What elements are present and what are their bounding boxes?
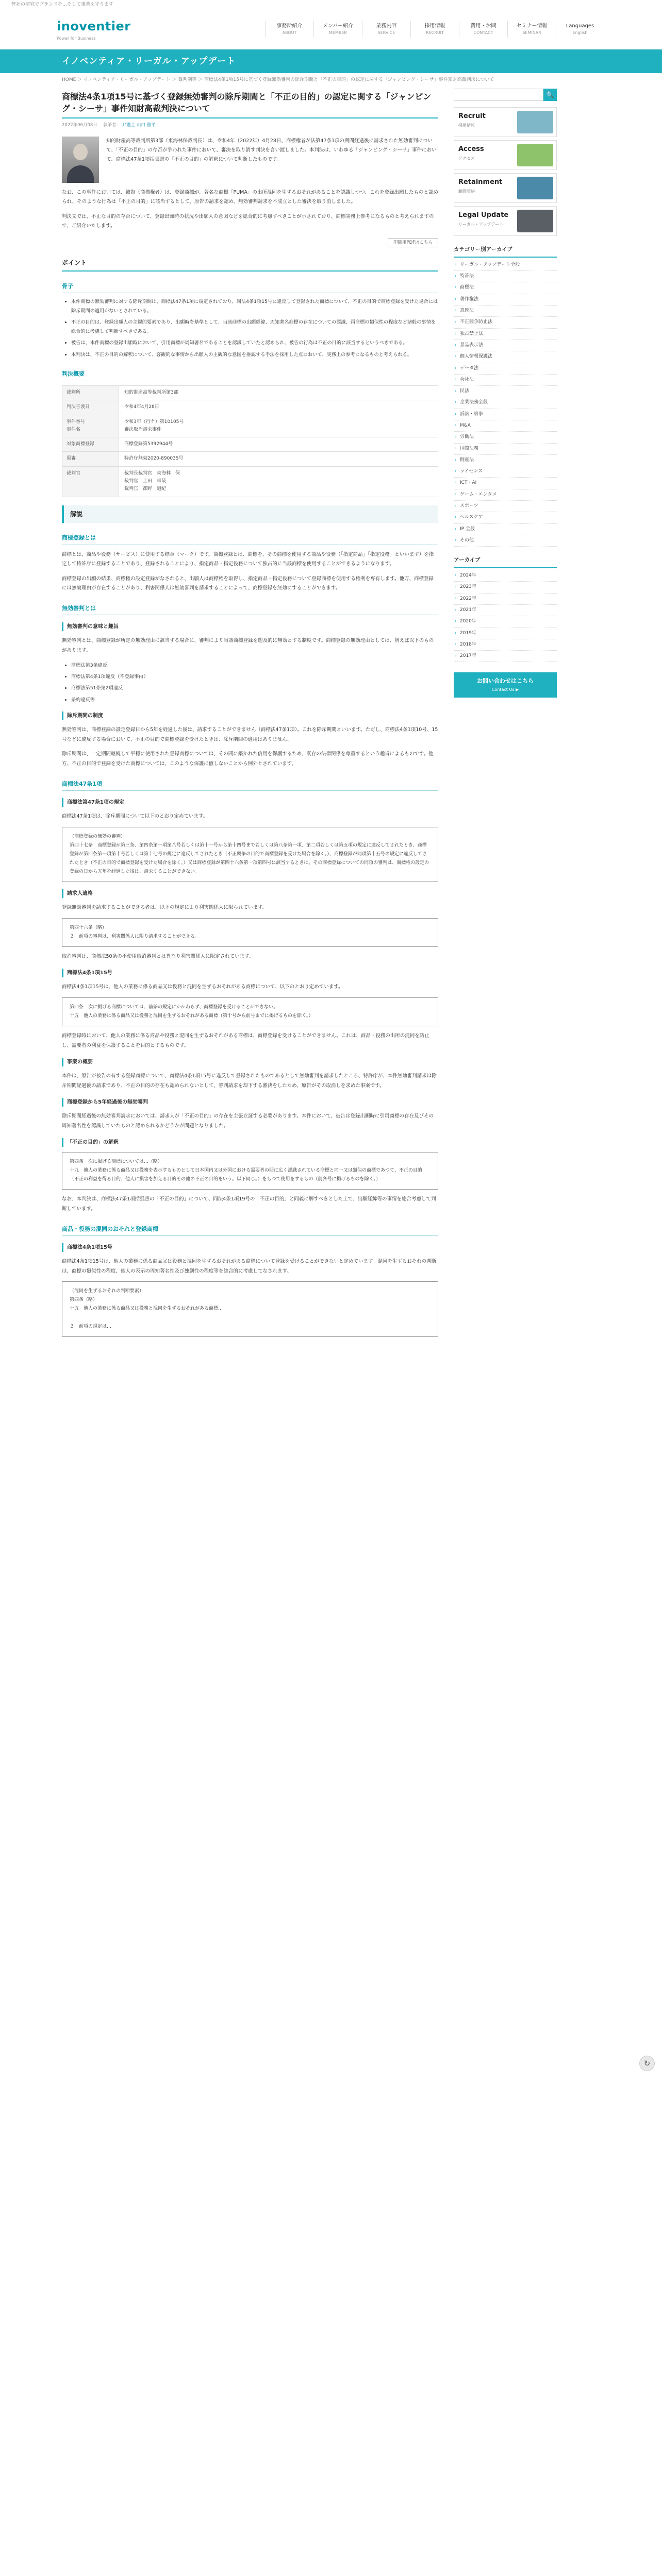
sidebar <box>454 89 557 1342</box>
table-cell: 知的財産高等裁判所第3部 <box>119 385 438 400</box>
author-photo <box>62 137 99 183</box>
table-row <box>62 466 438 497</box>
table-header-cell: 対象商標登録 <box>62 437 119 452</box>
banner-subtitle: リーガル・アップデート <box>458 222 504 227</box>
body-paragraph: 無効審判とは、商標登録が所定の無効理由に該当する場合に、審判により当該商標登録を遡及的に無効とする制度です。商標登録の無効理由としては、例えば以下のものがあります。 <box>62 638 434 653</box>
banner-subtitle: 採用情報 <box>458 123 475 128</box>
global-nav <box>159 21 604 38</box>
article-intro: 知的財産高等裁判所第3部（東海林保裁判長）は、令和4年（2022年）4月28日、商標権者が法第47条1項の期間経過後に請求された無効審判について、「不正の目的」の存否が争われた事件において、審決を取り消す判決を言い渡しました。本判決は、いわゆる「ジャンピング・シーサ」事件において、商標法47条1項括弧書の「不正の目的」の解釈について判断したものです。 <box>106 138 437 162</box>
category-link[interactable]: › 著作権法 <box>454 294 557 306</box>
body-paragraph: 本件は、原告が被告の有する登録商標について、商標法4条1項15号に違反して登録されたものであるとして無効審判を請求したところ、特許庁が、本件無効審判請求は除斥期間経過後の請求であり、不正の目的の存在も認められないとして、審判請求を却下する審決をしたため、原告がその取消しを求めた事案です。 <box>62 1073 437 1089</box>
body-paragraph: 除斥期間経過後の無効審判請求においては、請求人が「不正の目的」の存在を主張立証する必要があります。本件において、被告は登録出願時に引用商標の存在及びその周知著名性を認識していたものと認められるかどうかが問題となりました。 <box>62 1113 434 1129</box>
case-table <box>62 385 438 497</box>
archive-link[interactable]: › 2020年 <box>454 616 557 628</box>
points-subheading: 骨子 <box>62 281 438 294</box>
category-heading: カテゴリー別アーカイブ <box>454 243 557 258</box>
top-tagline: 弊社の研究でブランドを…そして事業を守ります <box>11 2 114 7</box>
table-row <box>62 452 438 466</box>
nav-item[interactable] <box>313 21 362 38</box>
nav-item-label: セミナー情報 <box>516 23 548 29</box>
list-item: • 商標法第51条第2項違反 <box>71 684 438 692</box>
table-row <box>62 400 438 415</box>
archive-link[interactable]: › 2017年 <box>454 651 557 662</box>
category-link[interactable]: › IP 全般 <box>454 524 557 535</box>
archive-link[interactable]: › 2023年 <box>454 582 557 593</box>
category-link[interactable]: › ヘルスケア <box>454 512 557 523</box>
nav-item-sub: RECRUIT <box>426 30 444 35</box>
nav-item-label: 事務所紹介 <box>276 23 303 29</box>
nav-item[interactable] <box>362 21 410 38</box>
logo-sub: Power for Business <box>57 36 96 41</box>
search-input[interactable] <box>454 89 543 101</box>
body-paragraph: 商標法4条1項15号は、他人の業務に係る商品又は役務と混同を生ずるおそれがある商標について登録を受けることができないと定めています。混同を生ずるおそれの判断は、商標の類似性の程度、他人の表示の周知著名性及び独創性の程度等を総合的に考慮してなされます。 <box>62 1259 437 1274</box>
body-paragraph: 商標登録の出願の結果、商標権の設定登録がなされると、出願人は商標権を取得し、指定商品・指定役務について登録商標を使用する権利を専有します。他方、商標登録には無効理由が存在することがあり、利害関係人は無効審判を請求することによって、商標登録を無効にすることができます。 <box>62 575 434 591</box>
pdf-button[interactable]: 印刷用PDFはこちら <box>388 238 438 247</box>
nav-item[interactable] <box>265 21 313 38</box>
breadcrumb[interactable]: HOME ＞ イノベンティア・リーガル・アップデート ＞ 裁判例等 ＞ 商標法4条1項15号に基づく登録無効審判の除斥期間と「不正の目的」の認定に関する「ジャンピング・シーサ」事件知財高裁判決について <box>62 77 494 82</box>
category-link[interactable]: › 独占禁止法 <box>454 329 557 340</box>
nav-item-label: 費用・お問 <box>470 23 496 29</box>
minor-heading: 商標法4条1項15号 <box>62 1243 438 1252</box>
table-cell: 令和4年4月28日 <box>119 400 438 415</box>
banner-subtitle: 顧問契約 <box>458 189 475 194</box>
table-row <box>62 385 438 400</box>
archive-link[interactable]: › 2019年 <box>454 628 557 639</box>
category-link[interactable]: › 訴訟・紛争 <box>454 409 557 420</box>
category-link[interactable]: › ゲーム・エンタメ <box>454 489 557 501</box>
points-item: • 被告は、本件商標の登録出願時において、引用商標が周知著名であることを認識していたと認められ、被告の行為は不正の目的に該当するというべきである。 <box>71 338 438 347</box>
statute-box: 第四条 次に掲げる商標については、前条の規定にかかわらず、商標登録を受けることができない。 十五 他人の業務に係る商品又は役務と混同を生ずるおそれがある商標（第十号から前号までに掲げるものを除く。） <box>62 997 438 1026</box>
site-header <box>0 9 662 49</box>
minor-heading: 事案の概要 <box>62 1058 438 1066</box>
main-content <box>62 87 438 1342</box>
article-meta <box>62 118 438 132</box>
nav-item-sub: SEMINAR <box>522 30 541 35</box>
category-link[interactable]: › 商標法 <box>454 282 557 294</box>
ground-list <box>62 661 438 705</box>
nav-item-sub: SERVICE <box>377 30 395 35</box>
body-paragraph: 登録無効審判を請求することができる者は、以下の規定により利害関係人に限られています。 <box>62 905 268 911</box>
category-link[interactable]: › 企業法務全般 <box>454 397 557 409</box>
recaptcha-icon[interactable]: ↻ <box>639 2056 655 2071</box>
category-link[interactable]: › 国際法務 <box>454 444 557 455</box>
category-link[interactable]: › スポーツ <box>454 501 557 512</box>
table-row <box>62 415 438 437</box>
minor-heading: 商標登録から5年経過後の無効審判 <box>62 1098 438 1107</box>
body-paragraph: 無効審判は、商標登録の設定登録日から5年を経過した後は、請求することができません（商標法47条1項）。これを除斥期間といいます。ただし、商標法4条1項10号、15号などに違反する場合において、不正の目的で商標登録を受けたときは、除斥期間の適用はありません。 <box>62 727 438 742</box>
category-link[interactable]: › 個人情報保護法 <box>454 351 557 363</box>
statute-box: （混同を生ずるおそれの判断要素） 第四条（略） 十五 他人の業務に係る商品又は役務と混同を生ずるおそれがある商標… ２ 前項の規定は… <box>62 1281 438 1336</box>
points-item: • 不正の目的は、登録出願人の主観的要素であり、出願時を基準として、当該商標の出願経緯、周知著名商標の存在についての認識、両商標の類似性の程度など諸般の事情を総合的に考慮して判断すべきである。 <box>71 318 438 336</box>
category-link[interactable]: › データ法 <box>454 363 557 375</box>
contact-title: お問い合わせはこちら <box>477 677 534 685</box>
minor-heading: 無効審判の意味と趣旨 <box>62 622 438 631</box>
subsection-heading: 無効審判とは <box>62 603 438 616</box>
table-cell: 特許庁無効2020-890035号 <box>119 452 438 466</box>
article-title: 商標法4条1項15号に基づく登録無効審判の除斥期間と「不正の目的」の認定に関する「ジャンピング・シーサ」事件知財高裁判決について <box>62 87 438 118</box>
table-row <box>62 437 438 452</box>
category-link[interactable]: › 民法 <box>454 386 557 397</box>
category-link[interactable]: › 特許法 <box>454 271 557 282</box>
minor-heading: 請求人適格 <box>62 889 438 898</box>
category-link[interactable]: › 不正競争防止法 <box>454 317 557 328</box>
table-cell: 裁判長裁判官 東海林 保 裁判官 上田 卓哉 裁判官 都野 道紀 <box>119 466 438 497</box>
category-link[interactable]: › 意匠法 <box>454 306 557 317</box>
nav-item-label: Languages <box>566 23 594 29</box>
banner-title: Recruit <box>458 112 486 120</box>
nav-item-sub: English <box>572 30 588 35</box>
section-title: イノベンティア・リーガル・アップデート <box>0 49 662 73</box>
body-paragraph: なお、本判決は、商標法47条1項括弧書の「不正の目的」について、同法4条1項19号の「不正の目的」と同義に解すべきとした上で、出願経緯等の事情を総合考慮して判断しています。 <box>62 1196 436 1212</box>
archive-list <box>454 570 557 662</box>
category-link[interactable]: › リーガル・アップデート全般 <box>454 260 557 271</box>
statute-box: 第四十六条（略） ２ 前項の審判は、利害関係人に限り請求することができる。 <box>62 918 438 947</box>
subsection-heading: 商標登録とは <box>62 532 438 545</box>
banner-image <box>517 210 553 232</box>
banner-subtitle: アクセス <box>458 156 475 161</box>
body-paragraph: 除斥期間は、一定期間継続して平穏に使用された登録商標については、その間に築かれた信用を保護するため、既存の法律関係を尊重するという趣旨によるものです。他方、不正の目的で登録を受けた商標については、このような保護に値しないことから例外とされています。 <box>62 751 434 767</box>
body-paragraph: 商標登録時において、他人の業務に係る商品や役務と混同を生ずるおそれがある商標は、商標登録を受けることができません。これは、商品・役務の出所の混同を防止し、需要者の利益を保護することを目的とするものです。 <box>62 1033 429 1048</box>
statute-box: 第四条 次に掲げる商標については…（略） 十九 他人の業務に係る商品又は役務を表示するものとして日本国内又は外国における需要者の間に広く認識されている商標と同一又は類似の商標であつて、不正の目的（不正の利益を得る目的、他人に損害を加える目的その他の不正の目的をいう。以下同じ。）をもつて使用をするもの（前各号に掲げるものを除く。） <box>62 1152 438 1190</box>
minor-heading: 商標法第47条1項の規定 <box>62 798 438 807</box>
points-heading: ポイント <box>62 256 438 271</box>
category-link[interactable]: › 景品表示法 <box>454 340 557 351</box>
nav-item-label: 採用情報 <box>424 23 445 29</box>
banner-title: Access <box>458 145 484 153</box>
explanation-heading: 解説 <box>62 505 438 523</box>
banner-image <box>517 177 553 199</box>
article-paragraph: なお、この事件においては、被告（商標権者）は、登録商標が、著名な商標「PUMA」の出所混同を生ずるおそれがあることを認識しつつ、これを登録出願したものと認められ、そのような行為は「不正の目的」に該当するとして、原告の請求を認め、無効審判請求を不成立とした審決を取り消しました。 <box>62 189 438 205</box>
table-cell: 令和3年（行ケ）第10105号 審決取消請求事件 <box>119 415 438 437</box>
category-link[interactable]: › 倒産法 <box>454 455 557 466</box>
contact-sub: Contact Us ▶ <box>491 687 519 692</box>
table-header-cell: 原審 <box>62 452 119 466</box>
archive-link[interactable]: › 2024年 <box>454 570 557 582</box>
points-list <box>62 297 438 359</box>
side-banner[interactable] <box>454 173 557 203</box>
category-link[interactable]: › ICT・AI <box>454 478 557 489</box>
side-banner[interactable] <box>454 206 557 236</box>
list-item: • 商標法第3条違反 <box>71 661 438 670</box>
nav-item-sub: CONTACT <box>473 30 493 35</box>
banner-image <box>517 144 553 166</box>
table-header-cell: 事件番号 事件名 <box>62 415 119 437</box>
category-link[interactable]: › 会社法 <box>454 375 557 386</box>
archive-link[interactable]: › 2021年 <box>454 605 557 616</box>
category-link[interactable]: › 労働法 <box>454 432 557 443</box>
points-item: • 本件商標の無効審判に対する除斥期間は、商標法47条1項に規定されており、同法4条1項15号に違反して登録された商標について、不正の目的で商標登録を受けた場合には除斥期間の適用がないとされている。 <box>71 297 438 315</box>
nav-item[interactable] <box>507 21 556 38</box>
category-link[interactable]: › M&A <box>454 420 557 432</box>
nav-item[interactable] <box>556 21 604 38</box>
subsection-heading: 商品・役務の混同のおそれと登録商標 <box>62 1224 438 1236</box>
table-header-cell: 判決言渡日 <box>62 400 119 415</box>
nav-item[interactable] <box>410 21 459 38</box>
site-logo[interactable] <box>57 16 131 42</box>
side-banner[interactable] <box>454 107 557 137</box>
table-header-cell: 裁判官 <box>62 466 119 497</box>
banner-title: Retainment <box>458 178 503 186</box>
side-banner[interactable] <box>454 140 557 170</box>
logo-text: inoventier <box>57 19 131 34</box>
body-paragraph: 商標法4条1項15号は、他人の業務に係る商品又は役務と混同を生ずるおそれがある商標について、以下のとおり定めています。 <box>62 984 343 990</box>
category-list <box>454 260 557 547</box>
category-link[interactable]: › ライセンス <box>454 466 557 478</box>
contact-button[interactable] <box>454 672 557 697</box>
points-item: • 本判決は、不正の目的の解釈について、客観的な事情から出願人の主観的な意図を推認する手法を採用した点において、実務上の参考になるものと考えられる。 <box>71 350 438 359</box>
archive-heading: アーカイブ <box>454 554 557 568</box>
case-heading: 判決概要 <box>62 368 438 381</box>
article-date: 2022年06月08日 <box>62 123 97 128</box>
banner-title: Legal Update <box>458 211 509 219</box>
article-author-link[interactable]: 弁護士 山口 徹平 <box>122 123 156 128</box>
subsection-heading: 商標法47条1項 <box>62 778 438 791</box>
minor-heading: 商標法4条1項15号 <box>62 969 438 977</box>
category-link[interactable]: › その他 <box>454 535 557 547</box>
nav-item-sub: ABOUT <box>282 30 297 35</box>
search-icon[interactable]: 🔍 <box>543 89 557 101</box>
search-box <box>454 89 557 101</box>
archive-link[interactable]: › 2022年 <box>454 594 557 605</box>
body-paragraph: 商標とは、商品や役務（サービス）に使用する標章（マーク）です。商標登録とは、商標を、その商標を使用する商品や役務（「指定商品」「指定役務」といいます）を指定して特許庁に登録することであり、登録されることにより、指定商品・指定役務について独占的に当該商標を使用することができるようになります。 <box>62 551 434 567</box>
table-cell: 商標登録第5392944号 <box>119 437 438 452</box>
article-author-label: 執筆者： <box>103 123 121 128</box>
list-item: • 商標法第4条1項違反（不登録事由） <box>71 672 438 681</box>
banner-image <box>517 111 553 133</box>
nav-item-label: メンバー紹介 <box>322 23 354 29</box>
minor-heading: 「不正の目的」の解釈 <box>62 1138 438 1147</box>
minor-heading: 除斥期間の制度 <box>62 711 438 720</box>
body-paragraph: 商標法47条1項は、除斥期間について以下のとおり定めています。 <box>62 814 208 820</box>
nav-item-sub: MEMBER <box>329 30 347 35</box>
list-item: • 条約違反等 <box>71 696 438 704</box>
nav-item[interactable] <box>459 21 507 38</box>
article-paragraph: 判決文では、不正な目的の存否について、登録出願時の状況や出願人の意図などを総合的に考慮すべきことが示されており、商標実務上参考になるものと考えられますので、ご紹介いたします。 <box>62 213 434 229</box>
statute-box: （商標登録の無効の審判） 第四十七条 商標登録が第三条、第四条第一項第八号若しくは第十一号から第十四号まで若しくは第八条第一項、第二項若しくは第五項の規定に違反してされたとき、商標登録が第四条第一項第十号若しくは第十七号の規定に違反してされたとき（不正競争の目的で商標登録を受けた場合を除く。）、商標登録が同項第十五号の規定に違反してされたとき（不正の目的で商標登録を受けた場合を除く。）又は商標登録が第四十六条第一項第四号に該当するときは、その商標登録についての同項の審判は、商標権の設定の登録の日から五年を経過した後は、請求することができない。 <box>62 827 438 882</box>
archive-link[interactable]: › 2018年 <box>454 639 557 651</box>
table-header-cell: 裁判所 <box>62 385 119 400</box>
nav-item-label: 業務内容 <box>376 23 397 29</box>
body-paragraph: 取消審判は、商標法50条の不使用取消審判とは異なり利害関係人に限定されています。 <box>62 953 254 959</box>
